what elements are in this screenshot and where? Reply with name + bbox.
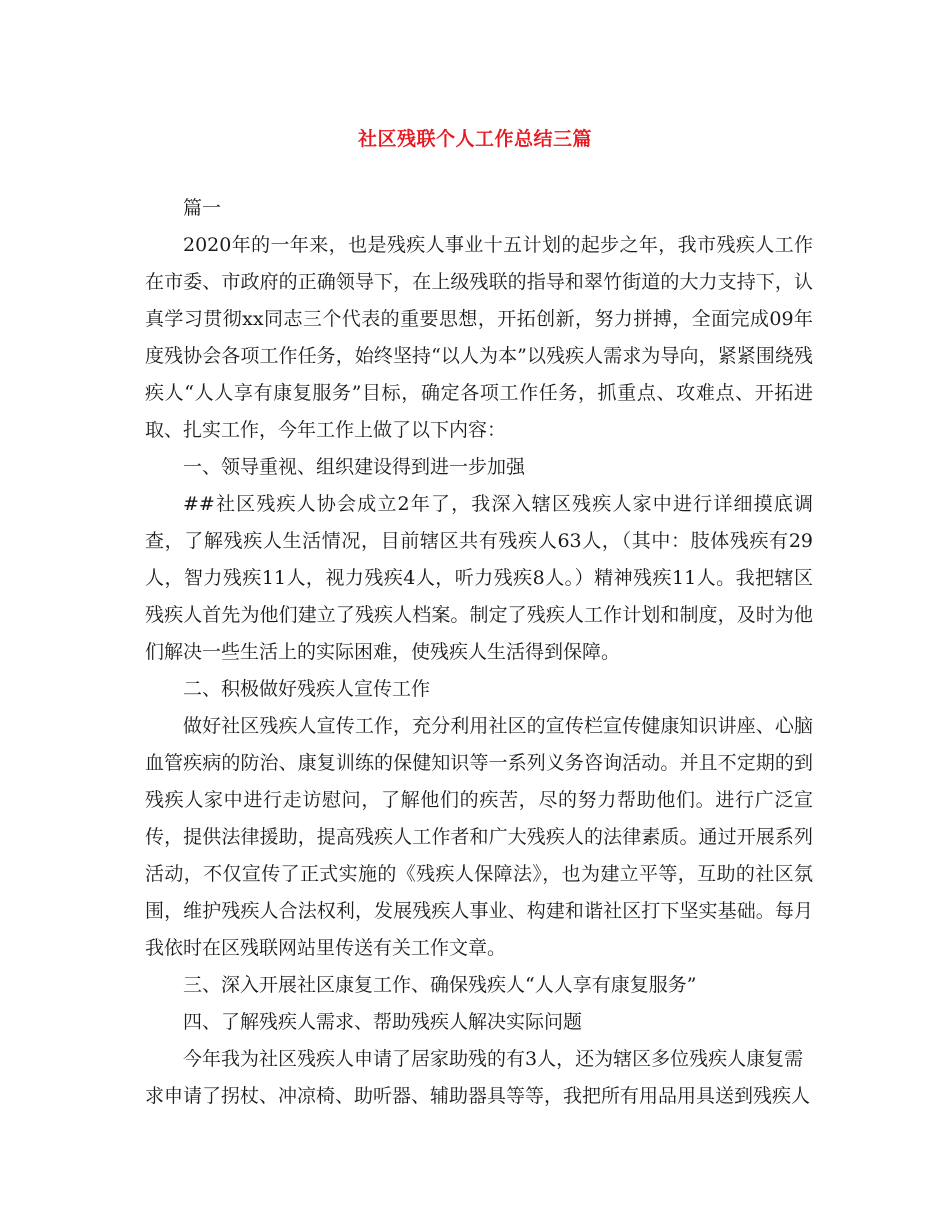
section-heading: 篇一 [183, 197, 222, 219]
paragraph: 今年我为社区残疾人申请了居家助残的有3人，还为辖区多位残疾人康复需求申请了拐杖、冲凉椅、助听器、辅助器具等等，我把所有用品用具送到残疾人 [145, 1048, 811, 1107]
document-body [145, 190, 813, 1115]
paragraph: 2020年的一年来，也是残疾人事业十五计划的起步之年，我市残疾人工作在市委、市政府的正确领导下，在上级残联的指导和翠竹街道的大力支持下，认真学习贯彻xx同志三个代表的重要思想，开拓创新，努力拼搏，全面完成09年度残协会各项工作任务，始终坚持“以人为本”以残疾人需求为导向，紧紧围绕残疾人“人人享有康复服务”目标，确定各项工作任务，抓重点、攻难点、开拓进取、扎实工作，今年工作上做了以下内容： [145, 234, 813, 441]
section-heading: 三、深入开展社区康复工作、确保残疾人“人人享有康复服务” [183, 974, 697, 996]
paragraph: 做好社区残疾人宣传工作，充分利用社区的宣传栏宣传健康知识讲座、心脑血管疾病的防治、康复训练的保健知识等一系列义务咨询活动。并且不定期的到残疾人家中进行走访慰问，了解他们的疾苦，尽的努力帮助他们。进行广泛宣传，提供法律援助，提高残疾人工作者和广大残疾人的法律素质。通过开展系列活动，不仅宣传了正式实施的《残疾人保障法》，也为建立平等，互助的社区氛围，维护残疾人合法权利，发展残疾人事业、构建和谐社区打下坚实基础。每月我依时在区残联网站里传送有关工作文章。 [145, 715, 813, 959]
section-heading: 一、领导重视、组织建设得到进一步加强 [183, 456, 526, 478]
paragraph: ##社区残疾人协会成立2年了，我深入辖区残疾人家中进行详细摸底调查，了解残疾人生活情况，目前辖区共有残疾人63人，（其中：肢体残疾有29人，智力残疾11人，视力残疾4人，听力残疾8人。）精神残疾11人。我把辖区残疾人首先为他们建立了残疾人档案。制定了残疾人工作计划和制度，及时为他们解决一些生活上的实际困难，使残疾人生活得到保障。 [145, 493, 813, 663]
document-title: 社区残联个人工作总结三篇 [357, 128, 592, 150]
section-heading: 二、积极做好残疾人宣传工作 [183, 678, 431, 700]
section-heading: 四、了解残疾人需求、帮助残疾人解决实际问题 [183, 1011, 583, 1033]
